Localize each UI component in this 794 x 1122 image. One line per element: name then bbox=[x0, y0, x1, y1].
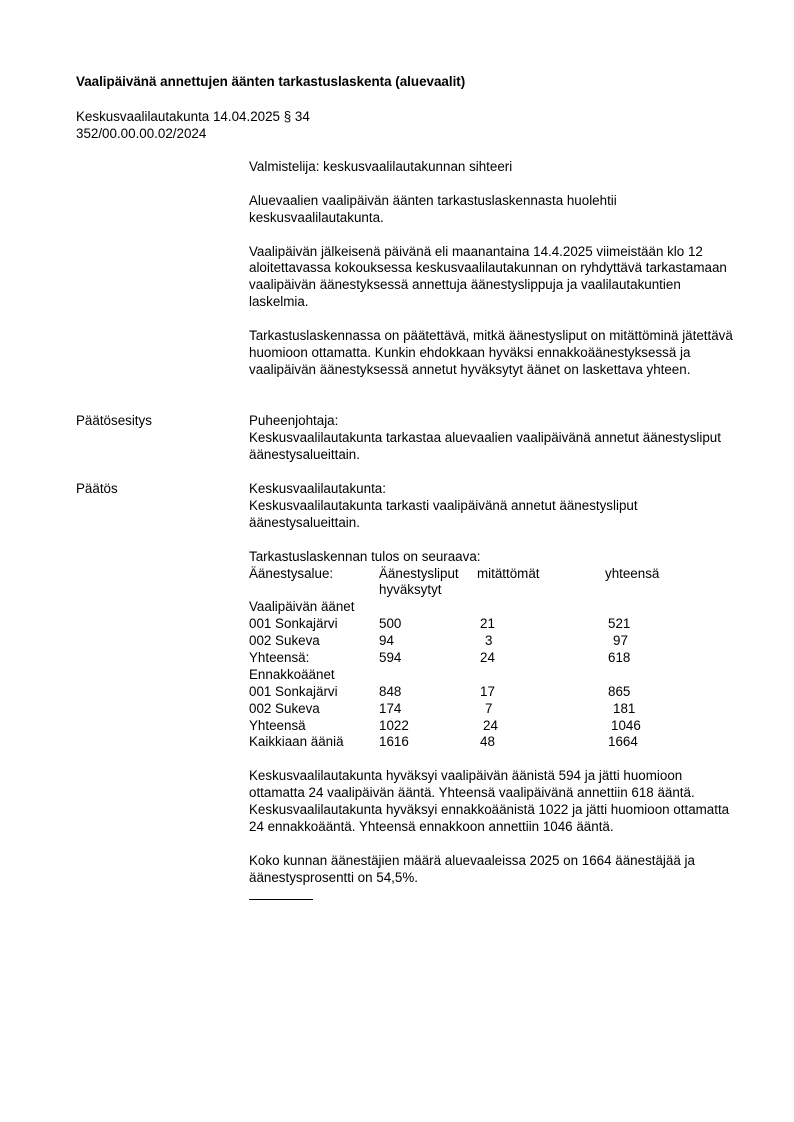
table-cell: 001 Sonkajärvi bbox=[249, 683, 338, 699]
table-cell: 17 bbox=[480, 683, 495, 699]
table-cell: 500 bbox=[379, 616, 402, 632]
summary-paragraph-1: Keskusvaalilautakunta hyväksyi vaalipäivän äänistä 594 ja jätti huomioon ottamatta 24 vaalipäivän ääntä. Yhteensä vaalipäivänä annettiin 618 ääntä. bbox=[249, 768, 695, 801]
result-intro: Tarkastuslaskennan tulos on seuraava: bbox=[249, 548, 481, 564]
table-header: yhteensä bbox=[605, 565, 660, 581]
decision-label: Päätös bbox=[76, 481, 118, 496]
decision-text: Keskusvaalilautakunta tarkasti vaalipäivänä annetut äänestysliput äänestysalueittain. bbox=[249, 497, 638, 530]
proposal-text: Keskusvaalilautakunta tarkastaa aluevaalien vaalipäivänä annetut äänestysliput äänestysalueittain. bbox=[249, 429, 721, 462]
table-body bbox=[249, 599, 734, 751]
table-row bbox=[249, 701, 734, 718]
table-cell: 3 bbox=[485, 633, 493, 649]
table-row bbox=[249, 599, 734, 616]
table-cell: Vaalipäivän äänet bbox=[249, 599, 355, 615]
table-cell: 97 bbox=[613, 633, 628, 649]
table-cell: 848 bbox=[379, 683, 402, 699]
proposal-speaker: Puheenjohtaja: bbox=[249, 413, 339, 428]
record-id: 352/00.00.00.02/2024 bbox=[76, 125, 207, 141]
closing-rule bbox=[249, 887, 313, 900]
table-cell: Ennakkoäänet bbox=[249, 666, 335, 682]
table-row bbox=[249, 650, 734, 667]
intro-paragraph-1: Aluevaalien vaalipäivän äänten tarkastuslaskennasta huolehtii keskusvaalilautakunta. bbox=[249, 192, 617, 225]
table-cell: 21 bbox=[480, 616, 495, 632]
intro-paragraph-3: Tarkastuslaskennassa on päätettävä, mitkä äänestysliput on mitättöminä jätettävä huomioon ottamatta. Kunkin ehdokkaan hyväksi ennakkoäänestyksessä ja vaalipäivän äänestyksessä annetut hyväksytyt äänet on laskettava yhteen. bbox=[249, 328, 733, 377]
table-header: Äänestysliput bbox=[379, 565, 459, 581]
table-header: mitättömät bbox=[477, 565, 540, 581]
table-cell: 521 bbox=[608, 616, 631, 632]
table-cell: 1664 bbox=[608, 734, 638, 750]
summary-paragraph-3: Koko kunnan äänestäjien määrä aluevaaleissa 2025 on 1664 äänestäjää ja äänestysprosentti on 54,5%. bbox=[249, 852, 695, 885]
table-cell: 94 bbox=[379, 633, 394, 649]
table-cell: Yhteensä: bbox=[249, 649, 310, 665]
table-cell: 24 bbox=[483, 717, 498, 733]
table-cell: 001 Sonkajärvi bbox=[249, 616, 338, 632]
decision-section bbox=[249, 481, 734, 900]
table-cell bbox=[379, 667, 477, 684]
table-header-row bbox=[249, 566, 734, 583]
table-header: Äänestysalue: bbox=[249, 565, 334, 581]
meeting-meta bbox=[76, 109, 310, 143]
table-row bbox=[249, 684, 734, 701]
table-row bbox=[249, 667, 734, 684]
table-cell: 1616 bbox=[379, 734, 409, 750]
preparer-line: Valmistelija: keskusvaalilautakunnan sihteeri bbox=[249, 159, 513, 174]
table-cell: 48 bbox=[480, 734, 495, 750]
table-cell bbox=[605, 599, 715, 616]
table-cell bbox=[477, 667, 605, 684]
table-cell: 1022 bbox=[379, 717, 409, 733]
meeting-reference: Keskusvaalilautakunta 14.04.2025 § 34 bbox=[76, 109, 310, 124]
intro-section bbox=[249, 159, 734, 379]
table-cell bbox=[379, 599, 477, 616]
table-row bbox=[249, 734, 734, 751]
table-cell: 174 bbox=[379, 700, 402, 716]
table-cell bbox=[605, 667, 715, 684]
table-cell: 618 bbox=[608, 649, 631, 665]
table-cell: 002 Sukeva bbox=[249, 633, 320, 649]
document-title: Vaalipäivänä annettujen äänten tarkastuslaskenta (aluevaalit) bbox=[76, 74, 466, 89]
table-cell: 24 bbox=[480, 649, 495, 665]
table-cell: 181 bbox=[613, 700, 636, 716]
proposal-label: Päätösesitys bbox=[76, 413, 152, 428]
table-cell: 594 bbox=[379, 649, 402, 665]
table-cell: 7 bbox=[485, 700, 493, 716]
table-row bbox=[249, 616, 734, 633]
table-row bbox=[249, 718, 734, 735]
summary-paragraph-2: Keskusvaalilautakunta hyväksyi ennakkoäänistä 1022 ja jätti huomioon ottamatta 24 ennakkoääntä. Yhteensä ennakkoon annettiin 1046 ääntä. bbox=[249, 802, 730, 834]
table-cell bbox=[477, 599, 605, 616]
intro-paragraph-2: Vaalipäivän jälkeisenä päivänä eli maanantaina 14.4.2025 viimeistään klo 12 aloitettavassa kokouksessa keskusvaalilautakunnan on ryhdyttävä tarkastamaan vaalipäivän äänestyksessä annettuja äänestyslippuja ja vaalilautakuntien laskelmia. bbox=[249, 243, 727, 310]
decision-speaker: Keskusvaalilautakunta: bbox=[249, 481, 386, 496]
table-cell: 002 Sukeva bbox=[249, 700, 320, 716]
table-cell: 1046 bbox=[611, 717, 641, 733]
proposal-section bbox=[249, 413, 734, 464]
table-row bbox=[249, 633, 734, 650]
table-cell: 865 bbox=[608, 683, 631, 699]
table-header-continuation: hyväksytyt bbox=[379, 582, 442, 598]
table-cell: Yhteensä bbox=[249, 717, 306, 733]
table-cell: Kaikkiaan ääniä bbox=[249, 734, 344, 750]
result-table bbox=[249, 566, 734, 752]
